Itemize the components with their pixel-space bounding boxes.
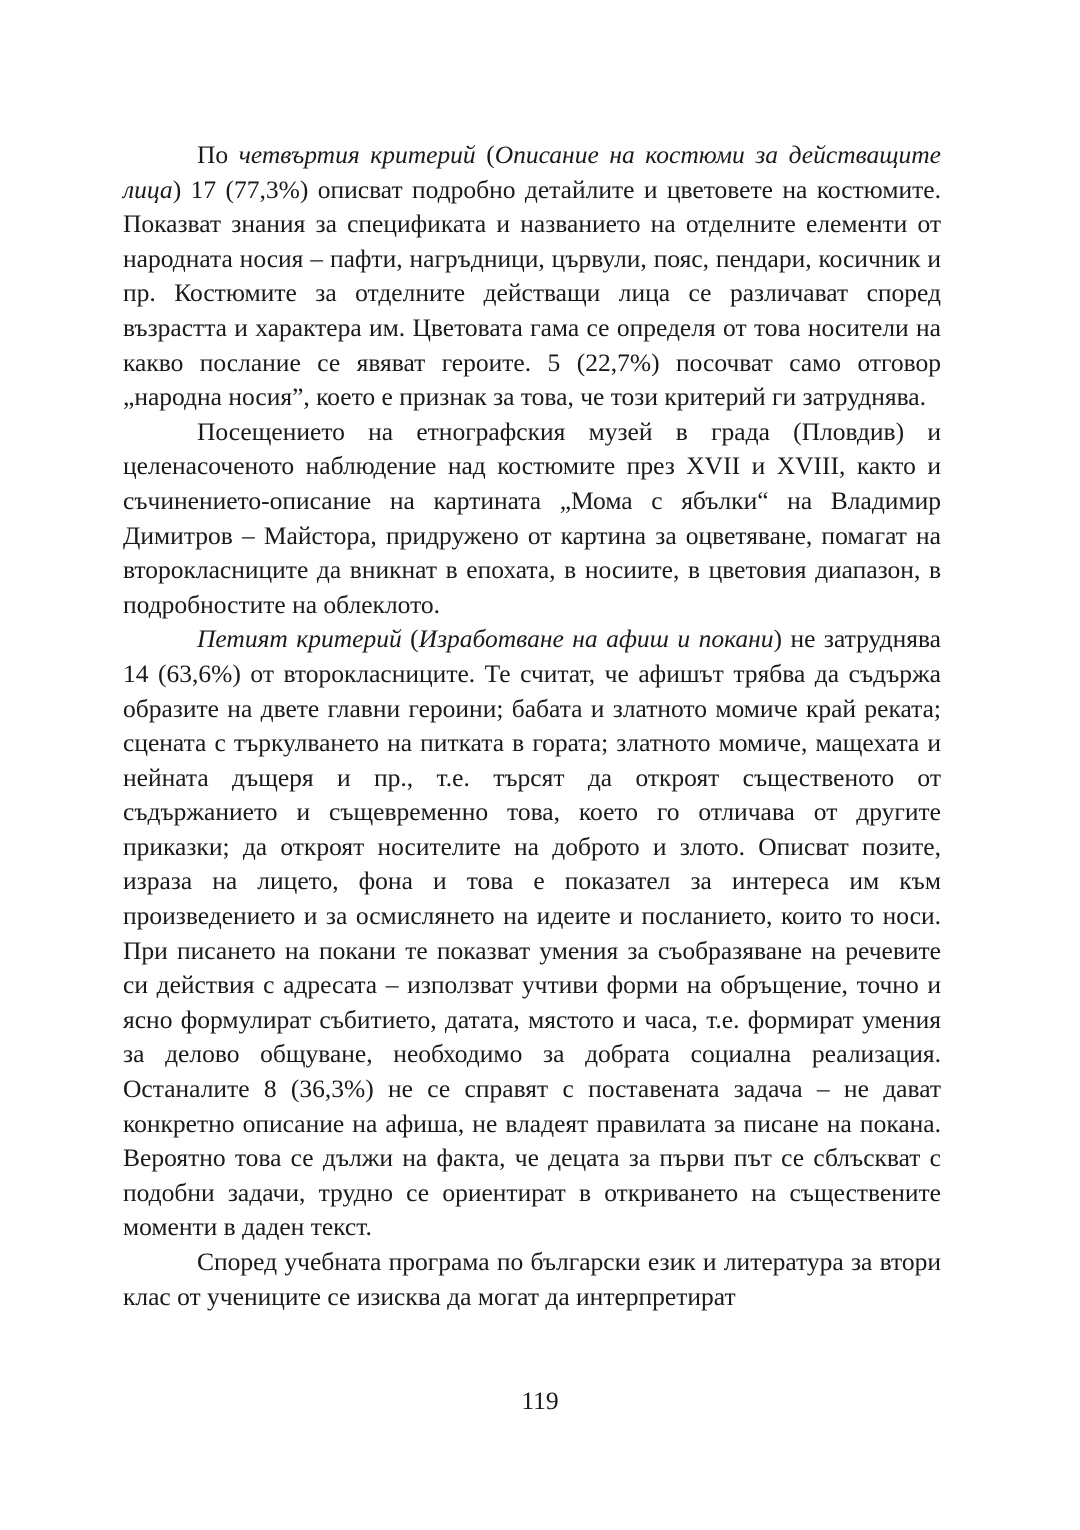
page-body (123, 138, 941, 1314)
text-segment: Според учебната програма по български език и литература за втори клас от учениците се изисква да могат да интерпретират (123, 1247, 941, 1311)
page-number: 119 (521, 1386, 559, 1415)
italic-term: Петият критерий (197, 624, 402, 654)
paragraph-curriculum (123, 1245, 941, 1314)
italic-term: Изработване на афиш и покани (418, 624, 774, 654)
text-segment: Посещението на етнографския музей в града (Пловдив) и целенасоченото наблюдение над костюмите през XVII и XVIII, както и съчинението-описание на картината „Мома с ябълки“ на Владимир Димитров – Майстора, придружено от картина за оцветяване, помагат на второкласниците да вникнат в епохата, в носиите, в цветовия диапазон, в подробностите на облеклото. (123, 416, 941, 619)
paragraph-museum-visit (123, 415, 941, 623)
text-segment: ( (401, 624, 419, 654)
paragraph-criterion-five (123, 622, 941, 1245)
text-segment: По (197, 140, 239, 169)
text-segment: ) не затруднява 14 (63,6%) от второкласниците. Те считат, че афишът трябва да съдържа образите на двете главни героини; бабата и златното момиче край реката; сцената с търкулването на питката в гората; златното момиче, мащехата и нейната дъщеря и пр., т.е. търсят да откроят същественото от съдържанието и същевременно това, което го отличава от другите приказки; да откроят носителите на доброто и злото. Описват позите, израза на лицето, фона и това е показател за интереса им към произведението и за осмислянето на идеите и посланието, които то носи. При писането на покани те показват умения за съобразяване на речевите си действия с адресата – използват учтиви форми на обръщение, точно и ясно формулират събитието, датата, мястото и часа, т.е. формират умения за делово общуване, необходимо за добрата социална реализация. Останалите 8 (36,3%) не се справят с поставената задача – не дават конкретно описание на афиша, не владеят правилата за писане на покана. Вероятно това се дължи на факта, че децата за първи път се сблъскват с подобни задачи, трудно се ориентират в откриването на съществените моменти в даден текст. (123, 624, 941, 1242)
text-segment: ) 17 (77,3%) описват подробно детайлите и цветовете на костюмите. Показват знания за спецификата и названието на отделните елементи от народната носия – пафти, нагръдници, цървули, пояс, пендари, косичник и пр. Костюмите за отделните действащи лица се различават според възрастта и характера им. Цветовата гама се определя от това носители на какво послание се явяват героите. 5 (22,7%) посочват само отговор „народна носия”, което е признак за това, че този критерий ги затруднява. (123, 174, 941, 412)
italic-term: четвъртия критерий (238, 140, 476, 169)
paragraph-criterion-four (123, 138, 941, 415)
text-segment: ( (475, 140, 495, 169)
italic-term: Описание на костюми за действащите лица (123, 140, 941, 204)
